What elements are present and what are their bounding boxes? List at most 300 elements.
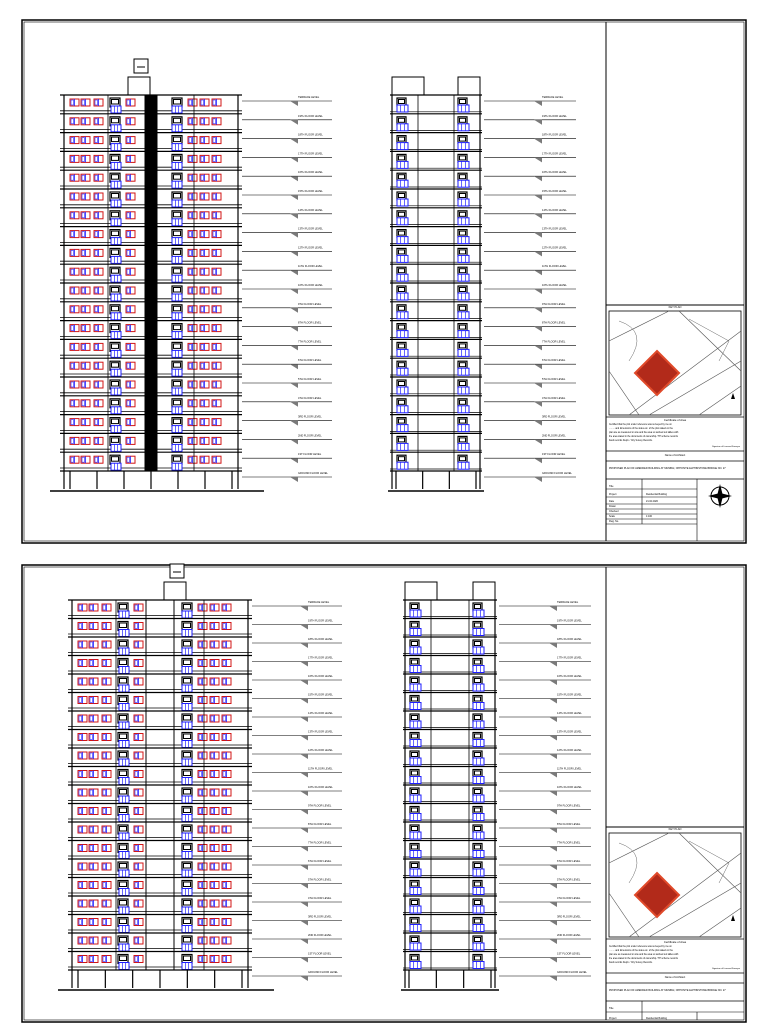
window-red — [210, 678, 219, 685]
level-arrow — [549, 717, 557, 722]
window-red — [94, 174, 103, 181]
level-label: 14TH FLOOR LEVEL — [542, 208, 567, 212]
window-frame — [111, 350, 121, 357]
window-red — [134, 752, 143, 759]
level-arrow — [290, 327, 298, 332]
lift-machine-room — [164, 582, 186, 600]
window-red — [81, 231, 90, 238]
window-blue — [473, 851, 484, 858]
window-blue — [119, 963, 129, 970]
window-blue — [458, 124, 469, 131]
level-label: 17TH FLOOR LEVEL — [308, 656, 333, 660]
level-label: 6TH FLOOR LEVEL — [557, 860, 581, 863]
window-red — [126, 343, 135, 350]
level-label: 9TH FLOOR LEVEL — [298, 302, 322, 306]
window-blue — [473, 869, 484, 876]
level-label: 5TH FLOOR LEVEL — [542, 378, 566, 381]
window-red — [210, 919, 219, 926]
window-frame — [182, 722, 192, 729]
window-blue — [111, 162, 121, 169]
window-red — [210, 956, 219, 963]
window-red — [126, 419, 135, 426]
window-blue — [473, 666, 484, 673]
level-label: 10TH FLOOR LEVEL — [542, 284, 567, 287]
level-label: 13TH FLOOR LEVEL — [298, 227, 323, 231]
window-frame — [397, 274, 408, 281]
window-frame — [119, 796, 129, 803]
window-red — [81, 212, 90, 219]
level-arrow — [300, 865, 308, 870]
window-blue — [119, 648, 129, 655]
level-label: GROUND FLOOR LEVEL — [308, 971, 338, 974]
window-red — [78, 752, 87, 759]
window-frame — [397, 237, 408, 244]
window-red — [188, 268, 197, 275]
level-label: 16TH FLOOR LEVEL — [542, 171, 567, 175]
window-frame — [119, 648, 129, 655]
window-red — [200, 174, 209, 181]
window-blue — [111, 181, 121, 188]
level-label: 9TH FLOOR LEVEL — [308, 804, 332, 808]
level-label: 18TH FLOOR LEVEL — [308, 638, 333, 641]
left-elevation — [58, 564, 274, 990]
window-frame — [458, 124, 469, 131]
window-blue — [119, 833, 129, 840]
signature-label: Signature of Licensed Surveyor — [712, 968, 740, 970]
level-arrow — [549, 662, 557, 667]
window-frame — [458, 406, 469, 413]
level-label: 6TH FLOOR LEVEL — [542, 359, 566, 363]
window-frame — [182, 667, 192, 674]
drawing-sheet-2 — [0, 545, 768, 1024]
level-labels-left — [242, 95, 332, 482]
window-red — [222, 919, 231, 926]
window-red — [126, 381, 135, 388]
window-red — [134, 715, 143, 722]
window-red — [212, 249, 221, 256]
level-arrow — [290, 233, 298, 238]
level-arrow — [300, 717, 308, 722]
level-arrow — [290, 458, 298, 463]
level-arrow — [300, 606, 308, 611]
window-red — [94, 193, 103, 200]
window-frame — [458, 161, 469, 168]
window-red — [102, 826, 111, 833]
window-frame — [410, 962, 421, 969]
window-red — [134, 900, 143, 907]
window-red — [188, 212, 197, 219]
certificate-text: /land records Deptt. / City Survey Records. — [609, 962, 653, 964]
window-blue — [473, 777, 484, 784]
window-frame — [119, 907, 129, 914]
window-frame — [458, 425, 469, 432]
window-red — [222, 660, 231, 667]
window-frame — [172, 426, 182, 433]
window-frame — [119, 685, 129, 692]
staircase-head — [405, 582, 437, 600]
window-blue — [182, 852, 192, 859]
window-frame — [397, 143, 408, 150]
window-frame — [473, 777, 484, 784]
window-red — [198, 863, 207, 870]
elevation-drawing-2 — [0, 545, 768, 1024]
window-blue — [410, 888, 421, 895]
window-frame — [410, 629, 421, 636]
window-blue — [458, 255, 469, 262]
window-red — [78, 697, 87, 704]
window-frame — [458, 368, 469, 375]
window-red — [126, 155, 135, 162]
level-label: 4TH FLOOR LEVEL — [308, 897, 332, 900]
window-frame — [182, 611, 192, 618]
window-blue — [410, 703, 421, 710]
window-frame — [119, 926, 129, 933]
window-red — [198, 808, 207, 815]
window-frame — [473, 610, 484, 617]
level-labels-right — [484, 95, 576, 482]
window-blue — [172, 238, 182, 245]
window-red — [210, 845, 219, 852]
title-block — [606, 827, 744, 1020]
window-frame — [458, 255, 469, 262]
window-blue — [172, 313, 182, 320]
certificate-text: plan are as measured on site and the area so worked out tallies with — [609, 432, 679, 434]
level-arrow — [549, 828, 557, 833]
window-red — [134, 771, 143, 778]
window-red — [89, 641, 98, 648]
window-frame — [172, 332, 182, 339]
window-frame — [172, 181, 182, 188]
window-frame — [397, 406, 408, 413]
window-red — [126, 193, 135, 200]
window-frame — [111, 388, 121, 395]
window-frame — [111, 106, 121, 113]
level-arrow — [549, 625, 557, 630]
window-red — [200, 325, 209, 332]
window-blue — [111, 275, 121, 282]
level-arrow — [549, 643, 557, 648]
lift-core — [145, 95, 157, 471]
architect-label: Name of Architect — [664, 454, 686, 457]
window-red — [94, 268, 103, 275]
window-blue — [111, 332, 121, 339]
certificate-text: ......... and dimensions of the sides etc. of the plot stated on the — [609, 950, 673, 952]
window-red — [81, 268, 90, 275]
window-frame — [473, 740, 484, 747]
table-value: Residential Building — [646, 493, 667, 496]
window-blue — [410, 666, 421, 673]
window-blue — [473, 943, 484, 950]
window-red — [200, 212, 209, 219]
window-frame — [410, 666, 421, 673]
window-frame — [182, 778, 192, 785]
window-blue — [410, 629, 421, 636]
window-blue — [119, 741, 129, 748]
level-arrow — [290, 439, 298, 444]
level-arrow — [300, 884, 308, 889]
window-red — [212, 400, 221, 407]
window-red — [94, 287, 103, 294]
window-red — [78, 845, 87, 852]
window-blue — [172, 144, 182, 151]
level-arrow — [534, 345, 542, 350]
project-description: PROPOSED PLAN OF AMENDED BUILDING AT MUMBAI, OPPOSITE ELPHINSTONE BRIDGE NO. 27 — [609, 467, 726, 470]
window-frame — [182, 796, 192, 803]
window-blue — [397, 425, 408, 432]
window-red — [70, 193, 79, 200]
water-tank — [134, 59, 148, 73]
level-arrow — [534, 289, 542, 294]
window-blue — [458, 180, 469, 187]
window-red — [198, 623, 207, 630]
window-frame — [397, 293, 408, 300]
window-blue — [172, 369, 182, 376]
window-blue — [473, 925, 484, 932]
window-red — [70, 381, 79, 388]
window-blue — [397, 368, 408, 375]
window-blue — [458, 387, 469, 394]
level-arrow — [534, 176, 542, 181]
window-red — [102, 641, 111, 648]
level-label: TERRACE LEVEL — [557, 601, 579, 604]
window-blue — [119, 667, 129, 674]
window-blue — [111, 444, 121, 451]
window-red — [94, 155, 103, 162]
level-label: 2ND FLOOR LEVEL — [298, 434, 322, 438]
level-label: 3RD FLOOR LEVEL — [308, 915, 332, 919]
level-arrow — [290, 176, 298, 181]
window-blue — [397, 331, 408, 338]
window-blue — [182, 722, 192, 729]
window-red — [78, 808, 87, 815]
level-arrow — [300, 828, 308, 833]
window-red — [134, 826, 143, 833]
window-red — [78, 826, 87, 833]
window-red — [89, 900, 98, 907]
level-arrow — [290, 421, 298, 426]
window-blue — [397, 143, 408, 150]
level-arrow — [290, 120, 298, 125]
window-red — [200, 231, 209, 238]
window-red — [89, 808, 98, 815]
window-blue — [458, 218, 469, 225]
window-frame — [172, 350, 182, 357]
window-blue — [397, 293, 408, 300]
window-frame — [119, 963, 129, 970]
window-blue — [410, 943, 421, 950]
window-frame — [119, 870, 129, 877]
window-red — [126, 268, 135, 275]
window-red — [134, 623, 143, 630]
window-red — [212, 193, 221, 200]
window-frame — [111, 200, 121, 207]
window-blue — [172, 162, 182, 169]
level-label: 1ST FLOOR LEVEL — [308, 952, 332, 956]
level-arrow — [534, 402, 542, 407]
window-blue — [473, 629, 484, 636]
window-blue — [172, 181, 182, 188]
window-red — [210, 826, 219, 833]
window-red — [200, 400, 209, 407]
window-blue — [119, 759, 129, 766]
level-arrow — [290, 270, 298, 275]
window-blue — [172, 407, 182, 414]
level-arrow — [549, 699, 557, 704]
level-arrow — [290, 214, 298, 219]
window-red — [94, 325, 103, 332]
window-blue — [111, 200, 121, 207]
window-blue — [458, 462, 469, 469]
window-blue — [119, 722, 129, 729]
window-frame — [397, 443, 408, 450]
window-frame — [119, 815, 129, 822]
window-blue — [182, 685, 192, 692]
window-red — [102, 734, 111, 741]
window-blue — [473, 832, 484, 839]
window-red — [89, 604, 98, 611]
level-arrow — [534, 251, 542, 256]
window-blue — [111, 238, 121, 245]
window-blue — [458, 161, 469, 168]
window-red — [81, 343, 90, 350]
window-red — [188, 400, 197, 407]
window-frame — [111, 294, 121, 301]
level-label: 11TH FLOOR LEVEL — [542, 265, 567, 269]
level-arrow — [534, 139, 542, 144]
table-value: 1:100 — [646, 515, 652, 518]
window-blue — [172, 256, 182, 263]
level-label: 12TH FLOOR LEVEL — [308, 749, 333, 752]
window-blue — [111, 294, 121, 301]
window-red — [81, 193, 90, 200]
table-label: Dwg. No. — [609, 520, 619, 523]
window-blue — [397, 443, 408, 450]
window-red — [210, 734, 219, 741]
level-arrow — [534, 364, 542, 369]
window-frame — [397, 387, 408, 394]
level-arrow — [300, 680, 308, 685]
window-red — [94, 456, 103, 463]
window-blue — [119, 704, 129, 711]
window-red — [134, 808, 143, 815]
window-frame — [473, 888, 484, 895]
window-red — [212, 306, 221, 313]
window-blue — [182, 889, 192, 896]
window-red — [188, 381, 197, 388]
window-red — [134, 956, 143, 963]
window-blue — [397, 255, 408, 262]
window-blue — [458, 312, 469, 319]
window-red — [188, 362, 197, 369]
window-red — [70, 99, 79, 106]
window-red — [102, 604, 111, 611]
level-label: 1ST FLOOR LEVEL — [557, 952, 581, 956]
level-arrow — [549, 810, 557, 815]
window-red — [198, 937, 207, 944]
window-red — [188, 249, 197, 256]
window-frame — [410, 906, 421, 913]
window-blue — [111, 388, 121, 395]
window-frame — [473, 703, 484, 710]
window-blue — [410, 906, 421, 913]
window-red — [210, 604, 219, 611]
window-red — [94, 249, 103, 256]
level-label: 4TH FLOOR LEVEL — [298, 396, 322, 400]
window-blue — [182, 907, 192, 914]
window-frame — [111, 369, 121, 376]
window-red — [222, 678, 231, 685]
level-arrow — [549, 791, 557, 796]
level-arrow — [549, 773, 557, 778]
window-frame — [458, 349, 469, 356]
level-label: 2ND FLOOR LEVEL — [308, 934, 332, 937]
window-red — [200, 137, 209, 144]
window-red — [200, 437, 209, 444]
window-red — [78, 660, 87, 667]
window-frame — [172, 106, 182, 113]
window-red — [102, 900, 111, 907]
window-blue — [458, 105, 469, 112]
window-red — [198, 678, 207, 685]
window-frame — [397, 161, 408, 168]
window-frame — [119, 611, 129, 618]
right-elevation — [401, 582, 499, 990]
level-label: 17TH FLOOR LEVEL — [542, 152, 567, 156]
window-frame — [111, 144, 121, 151]
window-frame — [172, 256, 182, 263]
window-red — [70, 137, 79, 144]
window-blue — [397, 218, 408, 225]
window-red — [81, 155, 90, 162]
window-blue — [119, 926, 129, 933]
level-label: 5TH FLOOR LEVEL — [298, 378, 322, 381]
window-red — [102, 845, 111, 852]
window-red — [222, 937, 231, 944]
window-frame — [119, 852, 129, 859]
window-frame — [458, 180, 469, 187]
window-red — [126, 212, 135, 219]
window-red — [134, 660, 143, 667]
level-arrow — [534, 270, 542, 275]
window-red — [78, 956, 87, 963]
window-red — [81, 137, 90, 144]
window-frame — [458, 331, 469, 338]
level-arrow — [534, 477, 542, 482]
window-frame — [111, 256, 121, 263]
window-frame — [410, 647, 421, 654]
level-label: 19TH FLOOR LEVEL — [542, 114, 567, 118]
window-red — [134, 789, 143, 796]
window-frame — [397, 368, 408, 375]
level-label: 8TH FLOOR LEVEL — [298, 321, 322, 325]
window-red — [198, 956, 207, 963]
level-label: 15TH FLOOR LEVEL — [298, 190, 323, 193]
window-blue — [182, 611, 192, 618]
window-red — [188, 287, 197, 294]
level-label: 8TH FLOOR LEVEL — [308, 823, 332, 826]
certificate-text: plan are as measured on site and the area so worked out tallies with — [609, 954, 679, 956]
window-frame — [172, 463, 182, 470]
window-red — [212, 343, 221, 350]
level-arrow — [549, 902, 557, 907]
window-blue — [458, 443, 469, 450]
window-blue — [119, 870, 129, 877]
window-red — [81, 362, 90, 369]
window-red — [102, 919, 111, 926]
level-label: 16TH FLOOR LEVEL — [557, 675, 582, 678]
level-arrow — [290, 402, 298, 407]
window-red — [102, 789, 111, 796]
